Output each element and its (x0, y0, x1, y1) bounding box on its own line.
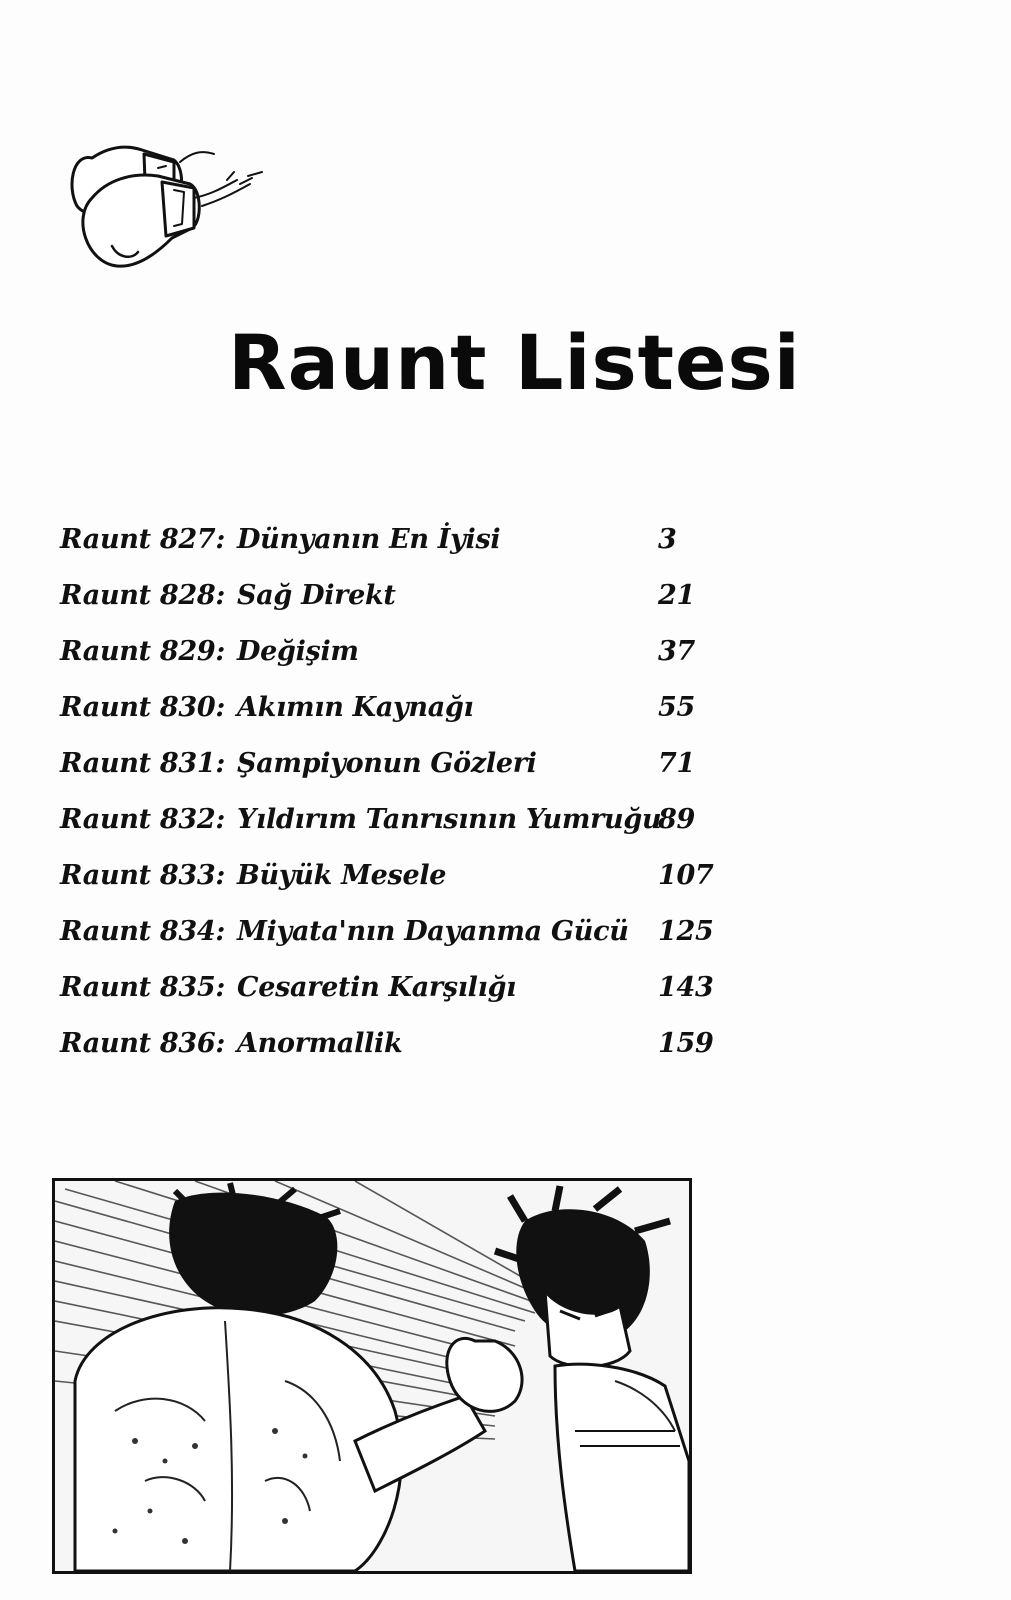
round-title: Miyata'nın Dayanma Gücü (237, 916, 629, 947)
manga-panel-illustration (52, 1178, 692, 1574)
page-number: 3 (658, 524, 677, 555)
toc-row (60, 574, 720, 630)
round-title: Cesaretin Karşılığı (237, 972, 517, 1003)
table-of-contents (60, 518, 720, 1078)
round-number: Raunt 830: (60, 692, 226, 723)
round-title: Değişim (237, 636, 359, 667)
page-title: Raunt Listesi (228, 318, 801, 407)
page-number: 107 (658, 860, 714, 891)
toc-row (60, 798, 720, 854)
toc-row (60, 910, 720, 966)
round-title: Anormallik (237, 1028, 403, 1059)
round-title: Akımın Kaynağı (237, 692, 474, 723)
page-number: 159 (658, 1028, 714, 1059)
toc-row (60, 1022, 720, 1078)
round-number: Raunt 831: (60, 748, 226, 779)
page-number: 21 (658, 580, 695, 611)
page-number: 37 (658, 636, 695, 667)
toc-row (60, 630, 720, 686)
page-number: 125 (658, 916, 714, 947)
round-number: Raunt 827: (60, 524, 226, 555)
toc-row (60, 966, 720, 1022)
toc-row (60, 686, 720, 742)
page-number: 71 (658, 748, 695, 779)
page-number: 143 (658, 972, 714, 1003)
round-title: Dünyanın En İyisi (237, 524, 501, 555)
round-number: Raunt 829: (60, 636, 226, 667)
page-number: 55 (658, 692, 695, 723)
round-number: Raunt 832: (60, 804, 226, 835)
round-number: Raunt 834: (60, 916, 226, 947)
toc-row (60, 742, 720, 798)
boxing-gloves-illustration (62, 128, 272, 278)
round-title: Yıldırım Tanrısının Yumruğu (237, 804, 662, 835)
page-number: 89 (658, 804, 695, 835)
round-title: Sağ Direkt (237, 580, 396, 611)
toc-row (60, 854, 720, 910)
toc-row (60, 518, 720, 574)
round-number: Raunt 836: (60, 1028, 226, 1059)
round-number: Raunt 828: (60, 580, 226, 611)
round-title: Şampiyonun Gözleri (237, 748, 537, 779)
round-number: Raunt 833: (60, 860, 226, 891)
round-number: Raunt 835: (60, 972, 226, 1003)
round-title: Büyük Mesele (237, 860, 447, 891)
